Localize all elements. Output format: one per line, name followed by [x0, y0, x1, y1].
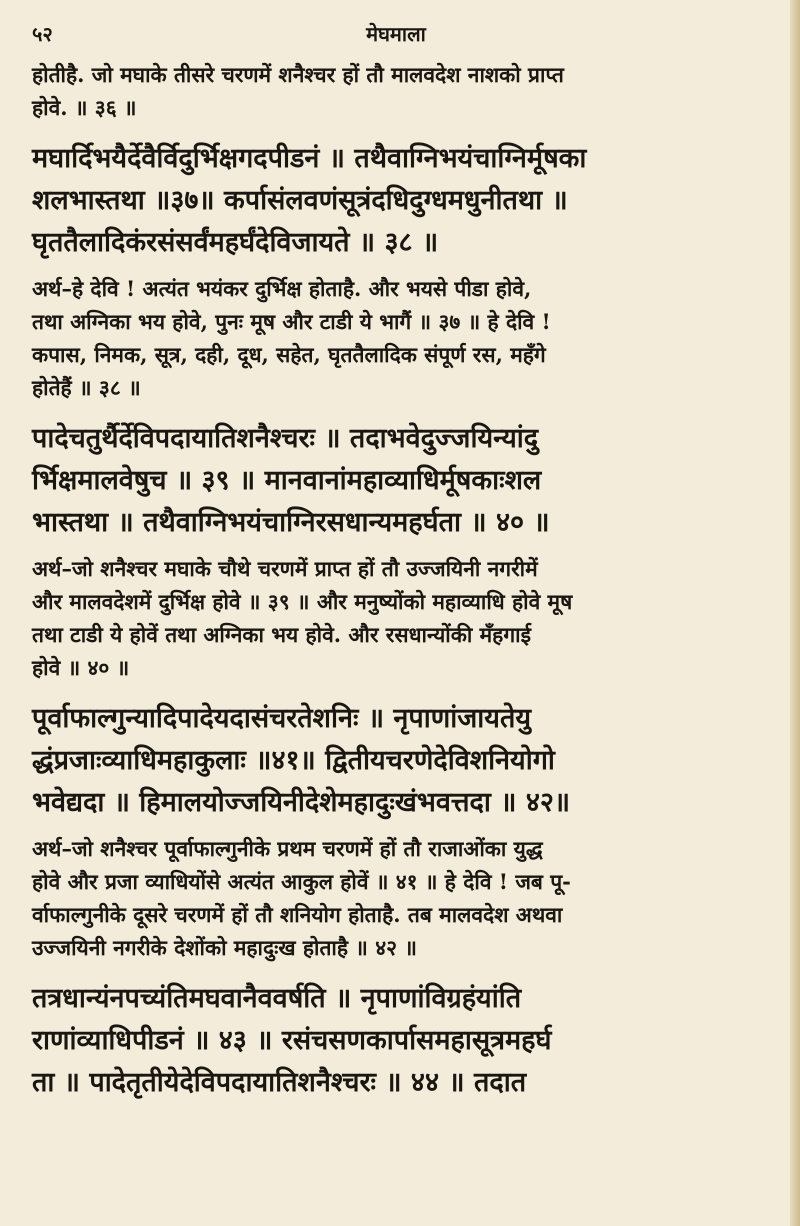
verse-line: पादेचतुर्थैर्देविपदायातिशनैश्चरः ॥ तदाभवेदुज्जयिन्यांदु	[32, 423, 539, 454]
text-line: होवे और प्रजा व्याधियोंसे अत्यंत आकुल होवें ॥ ४१ ॥ हे देवि ! जब पू-	[32, 869, 571, 894]
page-number: ५२	[32, 22, 53, 46]
text-line: उज्जयिनी नगरीके देशोंको महादुःख होताहै ॥ ४२ ॥	[32, 935, 417, 960]
text-line: अर्थ–जो शनैश्चर मघाके चौथे चरणमें प्राप्त हों तौ उज्जयिनी नगरीमें	[32, 556, 538, 581]
verse-line: पूर्वाफाल्गुन्यादिपादेयदासंचरतेशनिः ॥ नृपाणांजायतेयु	[32, 703, 531, 734]
verse-line: द्धंप्रजाःव्याधिमहाकुलाः ॥४१॥ द्वितीयचरणेदेविशनियोगो	[32, 745, 555, 776]
commentary-paragraph	[32, 832, 760, 964]
verse-line: र्भिक्षमालवेषुच ॥ ३९ ॥ मानवानांमहाव्याधिर्मूषकाःशल	[32, 465, 542, 496]
verse-line: राणांव्याधिपीडनं ॥ ४३ ॥ रसंचसणकार्पासमहासूत्रमहर्घ	[32, 1025, 552, 1056]
sanskrit-verse	[32, 418, 760, 544]
text-line: होवे ॥ ४० ॥	[32, 655, 130, 680]
page-edge-shadow	[790, 0, 800, 1226]
running-title: मेघमाला	[366, 22, 426, 46]
text-line: होतेहैं ॥ ३८ ॥	[32, 375, 141, 400]
text-line: र्वाफाल्गुनीके दूसरे चरणमें हों तौ शनियोग होताहै. तब मालवदेश अथवा	[32, 902, 563, 927]
text-line: तथा अग्निका भय होवे, पुनः मूष और टाडी ये भागैं ॥ ३७ ॥ हे देवि !	[32, 309, 551, 334]
commentary-paragraph	[32, 552, 760, 684]
verse-line: घृततैलादिकंरसंसर्वंमहर्घंदेविजायते ॥ ३८ ॥	[32, 227, 439, 258]
text-line: और मालवदेशमें दुर्भिक्ष होवे ॥ ३९ ॥ और मनुष्योंको महाव्याधि होवे मूष	[32, 589, 573, 614]
verse-line: मघार्दिभयैर्देवैर्विदुर्भिक्षगदपीडनं ॥ तथैवाग्निभयंचाग्निर्मूषका	[32, 143, 587, 174]
verse-line: ता ॥ पादेतृतीयेदेविपदायातिशनैश्चरः ॥ ४४ ॥ तदात	[32, 1067, 527, 1098]
text-line: तथा टाडी ये होवें तथा अग्निका भय होवे. और रसधान्योंकी मँहगाई	[32, 622, 531, 647]
commentary-paragraph	[32, 272, 760, 404]
text-line: अर्थ–हे देवि ! अत्यंत भयंकर दुर्भिक्ष होताहै. और भयसे पीडा होवे,	[32, 276, 532, 301]
text-line: होतीहै. जो मघाके तीसरे चरणमें शनैश्चर हों तौ मालवदेश नाशको प्राप्त	[32, 62, 564, 87]
text-line: होवे. ॥ ३६ ॥	[32, 95, 137, 120]
verse-line: भवेद्यदा ॥ हिमालयोज्जयिनीदेशेमहादुःखंभवत्तदा ॥ ४२॥	[32, 787, 571, 818]
sanskrit-verse	[32, 698, 760, 824]
sanskrit-verse	[32, 978, 760, 1104]
commentary-paragraph	[32, 58, 760, 124]
page-header	[32, 14, 760, 50]
text-line: कपास, निमक, सूत्र, दही, दूध, सहेत, घृततैलादिक संपूर्ण रस, महँगे	[32, 342, 546, 367]
sanskrit-verse	[32, 138, 760, 264]
verse-line: भास्तथा ॥ तथैवाग्निभयंचाग्निरसधान्यमहर्घता ॥ ४० ॥	[32, 507, 550, 538]
verse-line: तत्रधान्यंनपच्यंतिमघवानैववर्षति ॥ नृपाणांविग्रहंयांति	[32, 983, 522, 1014]
text-line: अर्थ–जो शनैश्चर पूर्वाफाल्गुनीके प्रथम चरणमें हों तौ राजाओंका युद्ध	[32, 836, 543, 861]
verse-line: शलभास्तथा ॥३७॥ कर्पासंलवणंसूत्रंदधिदुग्धमधुनीतथा ॥	[32, 185, 568, 216]
